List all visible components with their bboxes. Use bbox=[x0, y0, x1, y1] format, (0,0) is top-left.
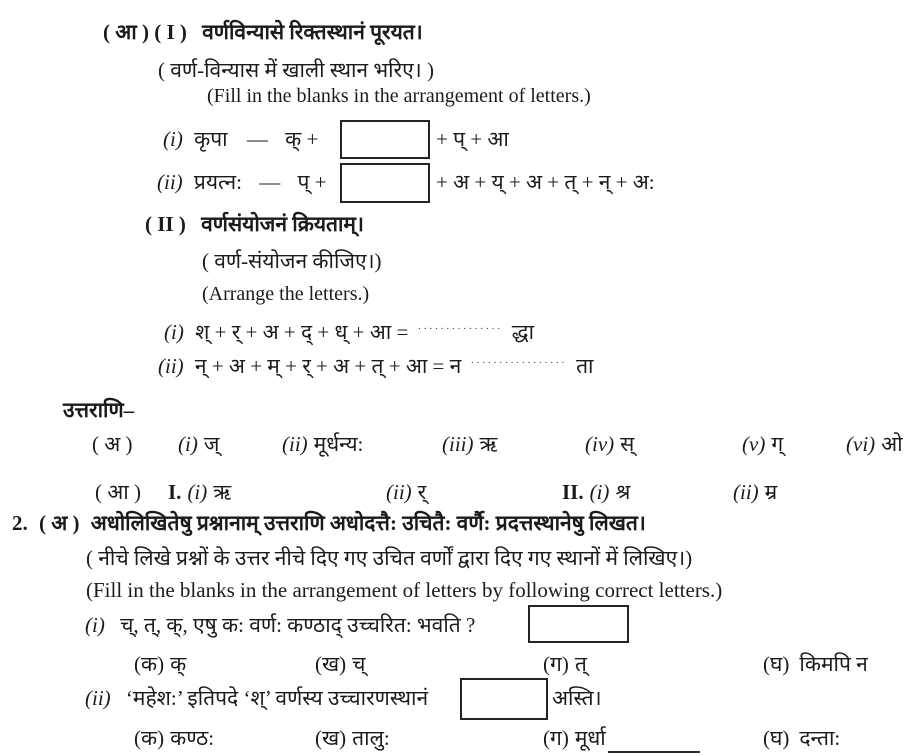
item-dash: — bbox=[259, 170, 281, 194]
option-kha: (ख) तालु: bbox=[315, 726, 390, 750]
item-expression: श् + र् + अ + द् + ध् + आ = bbox=[195, 320, 409, 344]
answer-item: I. (i) ऋ bbox=[168, 480, 232, 504]
option-ga: (ग) मूर्धा bbox=[543, 726, 606, 750]
option-ka: (क) क् bbox=[134, 652, 187, 676]
question2-heading bbox=[12, 509, 646, 537]
question2-item1 bbox=[85, 611, 475, 639]
option-gha: (घ) किमपि न bbox=[763, 652, 868, 676]
section1-title-english: (Fill in the blanks in the arrangement of letters.) bbox=[207, 85, 591, 107]
item-number: (i) bbox=[85, 613, 105, 637]
item-number: (i) bbox=[164, 320, 184, 344]
answer-item: (ii) र् bbox=[386, 480, 427, 504]
cropped-next-line-box bbox=[608, 751, 700, 753]
answer-item: II. (i) श्र bbox=[562, 480, 631, 504]
question2-item2 bbox=[85, 684, 428, 712]
question-text: च्, त्, क्, एषु क: वर्ण: कण्ठाद् उच्चरित: भवति ? bbox=[120, 613, 476, 637]
answer-item: (ii) म्र bbox=[733, 480, 778, 504]
item-expression: न् + अ + म् + र् + अ + त् + आ = न bbox=[194, 354, 462, 378]
item-word: प्रयत्न: bbox=[193, 170, 242, 194]
dotted-blank: ················· bbox=[470, 357, 567, 369]
item-tail: ता bbox=[576, 354, 594, 378]
item-word: कृपा bbox=[194, 127, 228, 151]
answer-item: (iii) ऋ bbox=[442, 432, 498, 456]
item-dash: — bbox=[246, 127, 268, 151]
section2-heading bbox=[145, 210, 364, 238]
question-text: ‘महेश:’ इतिपदे ‘श्’ वर्णस्य उच्चारणस्थानं bbox=[125, 686, 429, 710]
fill-item-1 bbox=[163, 125, 318, 153]
item-tail: द्धा bbox=[511, 320, 535, 344]
arrange-item-2 bbox=[158, 352, 594, 380]
question2-title-sanskrit: अधोलिखितेषु प्रश्नानाम् उत्तराणि अधोदत्तै: उचितै: वर्णै: प्रदत्तस्थानेषु लिखत। bbox=[90, 511, 646, 535]
arrange-item-1 bbox=[164, 318, 534, 346]
answer-item: (iv) स् bbox=[585, 432, 635, 456]
answer-box-q2ii bbox=[460, 678, 548, 720]
option-ka: (क) कण्ठ: bbox=[134, 726, 215, 750]
item-letters-pre: प् + bbox=[297, 170, 327, 194]
fill-item-1-post: + प् + आ bbox=[436, 127, 509, 151]
item-number: (ii) bbox=[158, 354, 184, 378]
answers-row1-label: ( अ ) bbox=[92, 432, 133, 456]
item-number: (i) bbox=[163, 127, 183, 151]
question2-title-english: (Fill in the blanks in the arrangement of letters by following correct letters.) bbox=[86, 578, 723, 602]
item-number: (ii) bbox=[157, 170, 183, 194]
answer-item: (i) ज् bbox=[178, 432, 220, 456]
section2-title-english: (Arrange the letters.) bbox=[202, 283, 370, 305]
answers-heading: उत्तराणि– bbox=[63, 398, 135, 422]
question2-item2-tail: अस्ति। bbox=[552, 686, 602, 710]
section1-label: ( आ ) ( I ) bbox=[103, 20, 187, 44]
answer-box-q2i bbox=[528, 605, 629, 643]
section2-label: ( II ) bbox=[145, 212, 186, 236]
fill-item-2 bbox=[157, 168, 327, 196]
item-number: (ii) bbox=[85, 686, 111, 710]
section1-title-sanskrit: वर्णविन्यासे रिक्तस्थानं पूरयत। bbox=[202, 20, 423, 44]
section2-title-sanskrit: वर्णसंयोजनं क्रियताम्। bbox=[201, 212, 364, 236]
answer-item: (v) ग् bbox=[742, 432, 784, 456]
section1-heading bbox=[103, 18, 423, 46]
dotted-blank: ··············· bbox=[417, 323, 503, 335]
blank-box-1 bbox=[340, 120, 430, 159]
blank-box-2 bbox=[340, 163, 430, 203]
option-ga: (ग) त् bbox=[543, 652, 587, 676]
section1-title-hindi: ( वर्ण-विन्यास में खाली स्थान भरिए। ) bbox=[158, 58, 434, 82]
question2-number: 2. bbox=[12, 511, 28, 535]
option-kha: (ख) च् bbox=[315, 652, 366, 676]
question2-title-hindi: ( नीचे लिखे प्रश्नों के उत्तर नीचे दिए गए उचित वर्णों द्वारा दिए गए स्थानों में लिखिए।) bbox=[86, 546, 693, 570]
fill-item-2-post: + अ + य् + अ + त् + न् + अ: bbox=[436, 170, 655, 194]
answers-row2-label: ( आ ) bbox=[95, 480, 141, 504]
question2-label: ( अ ) bbox=[39, 511, 80, 535]
item-letters-pre: क् + bbox=[285, 127, 319, 151]
answer-item: (vi) ओ bbox=[846, 432, 903, 456]
answer-item: (ii) मूर्धन्य: bbox=[282, 432, 364, 456]
option-gha: (घ) दन्ता: bbox=[763, 726, 841, 750]
section2-title-hindi: ( वर्ण-संयोजन कीजिए।) bbox=[202, 249, 382, 273]
